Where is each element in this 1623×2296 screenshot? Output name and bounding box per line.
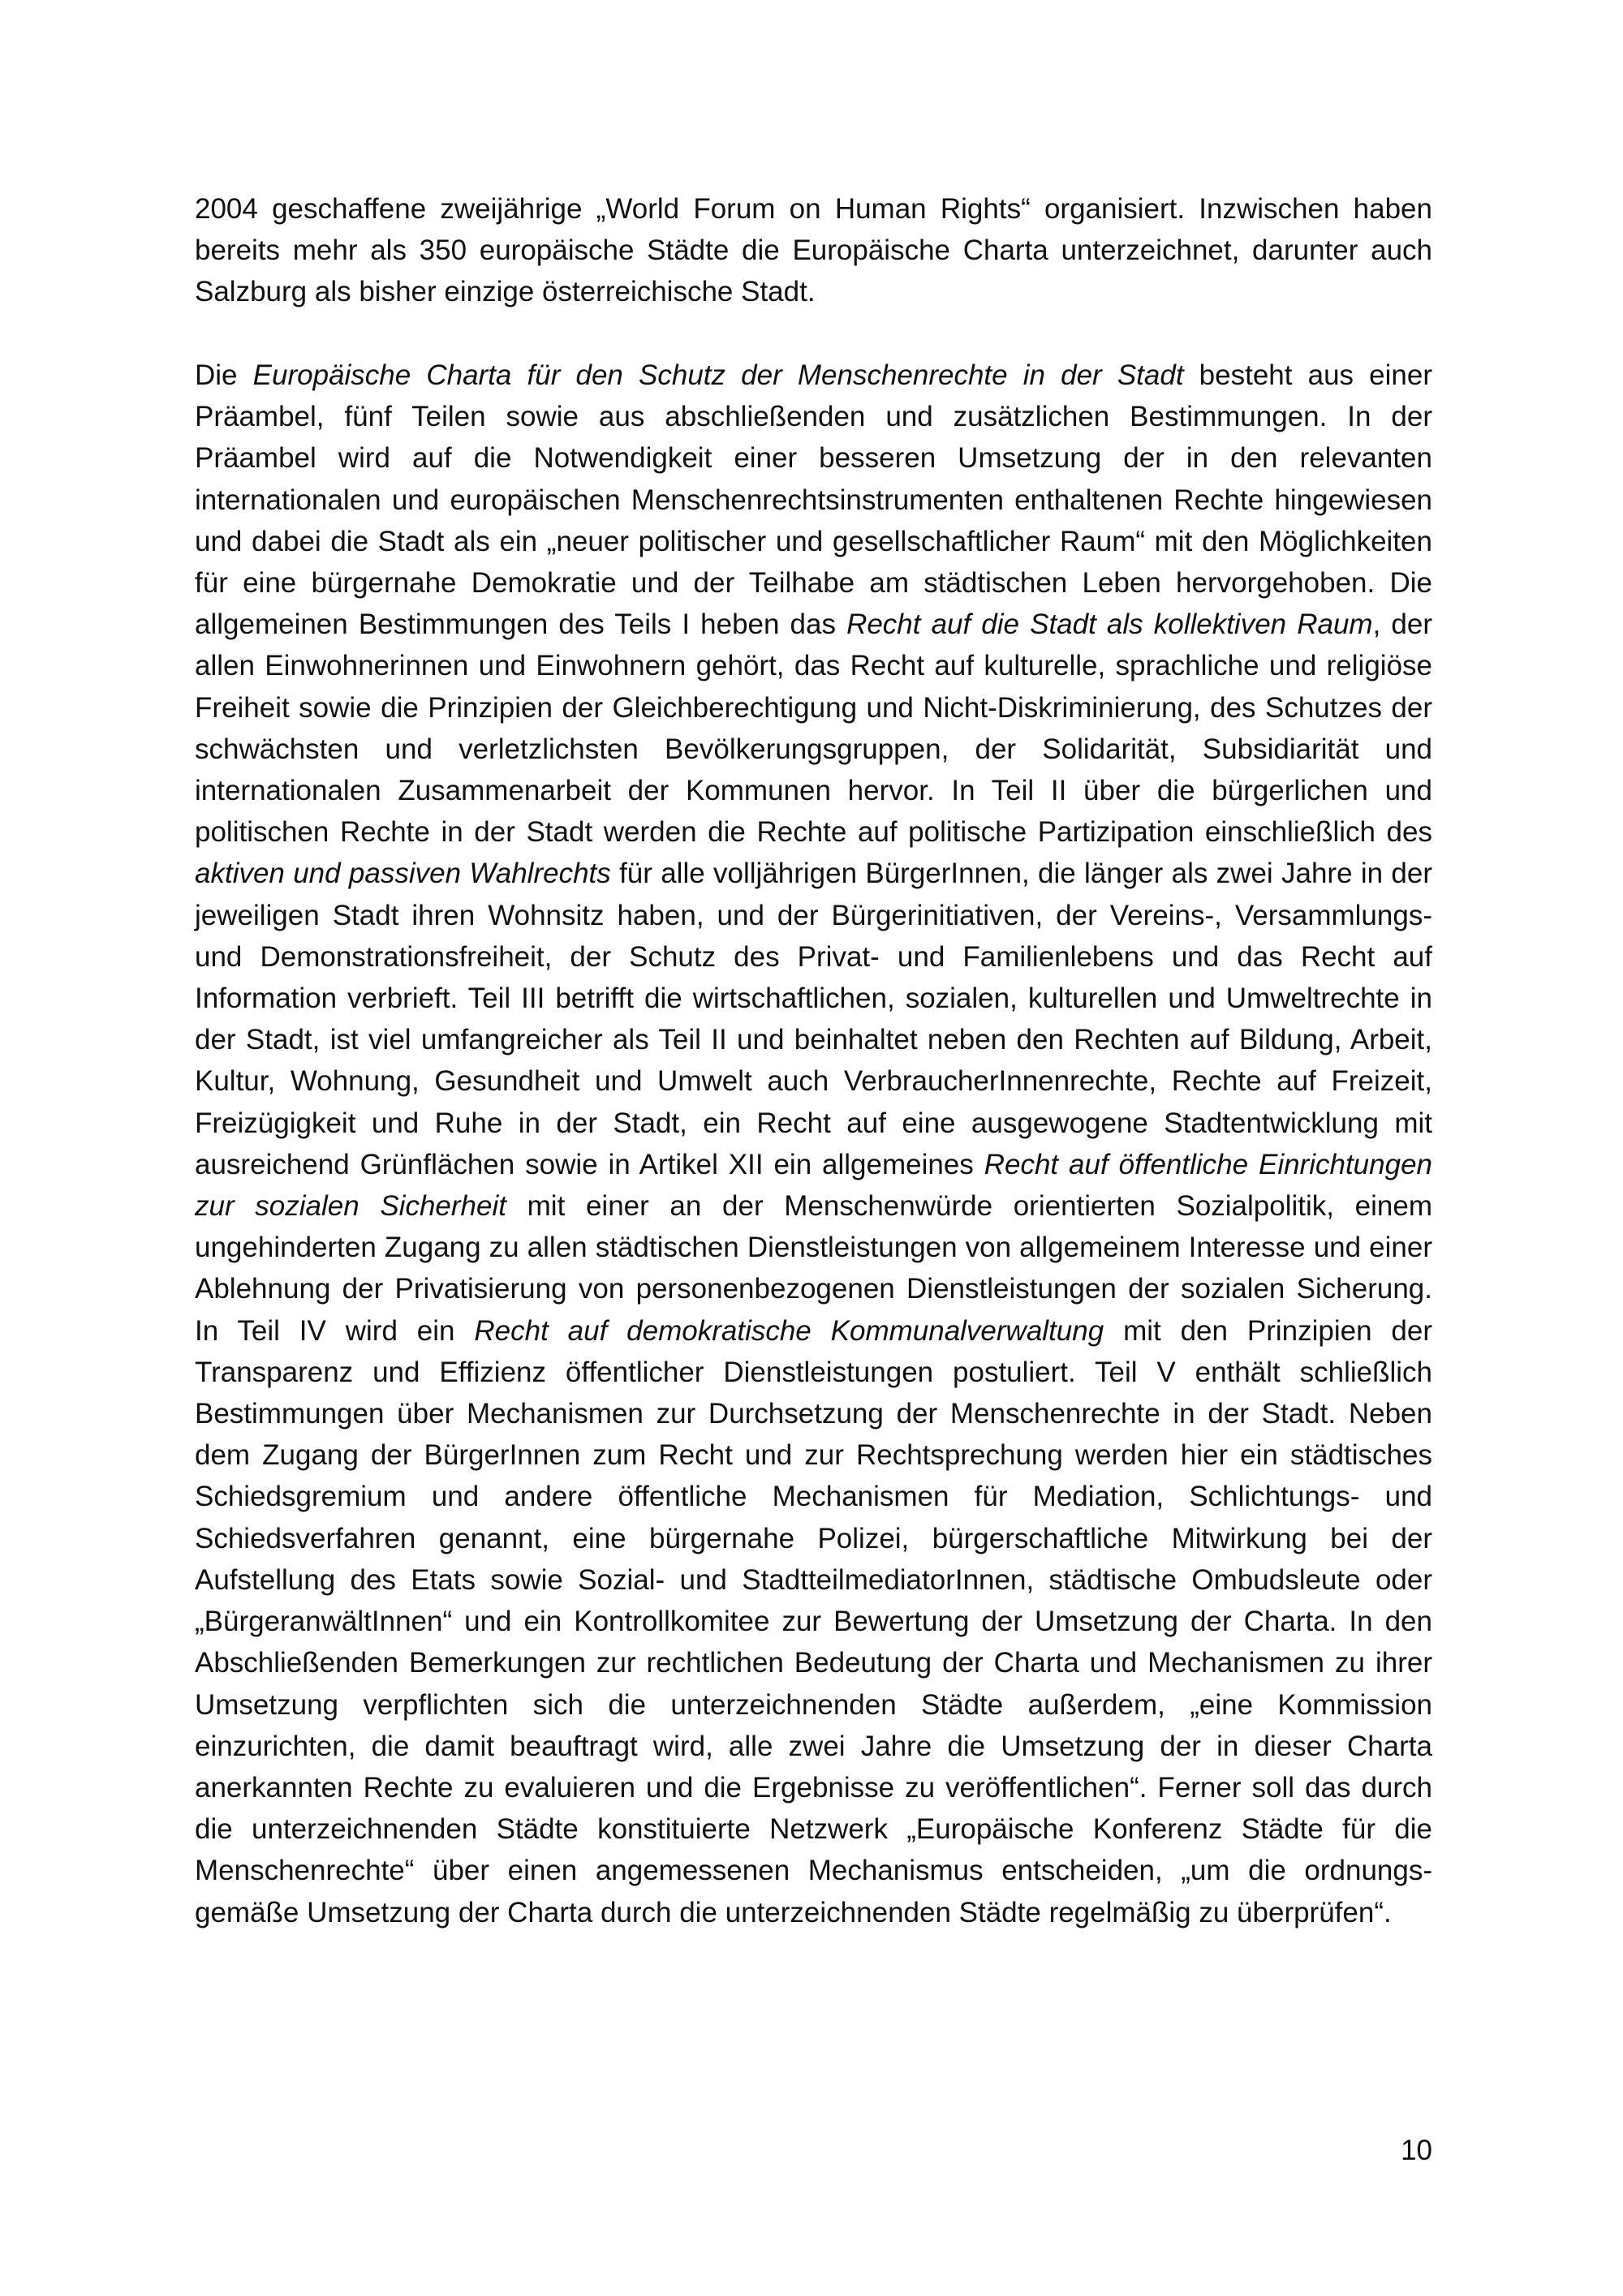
paragraph-intro: 2004 geschaffene zweijährige „World Forum on Human Rights“ organisiert. Inzwischen haben bereits mehr als 350 europäische Städte die Europäische Charta unterzeichnet, darunter auch Salzburg als bisher einzige österreichische Stadt. — [195, 193, 1432, 308]
italic-charta-title: Europäische Charta für den Schutz der Menschenrechte in der Stadt — [252, 359, 1184, 391]
italic-public-facilities-right: Recht auf öffentliche Einrichtungen zur sozialen Sicherheit — [195, 1148, 1433, 1223]
page-number: 10 — [1401, 2135, 1432, 2166]
paragraph-charta-structure — [195, 355, 1432, 1933]
italic-democratic-administration-right: Recht auf demokratische Kommunalverwaltung — [474, 1314, 1104, 1347]
paragraph-text-segment: mit einer an der Menschenwürde orientierten Sozialpolitik, einem ungehinderten Zugang zu allen städtischen Dienstleistungen von allgemeinem Interesse und einer Ablehnung der Privatisierung von personenbezogenen Dienstleistungen der sozialen Sicherung. In Teil IV wird ein — [195, 1190, 1432, 1347]
paragraph-text-segment: , der allen Einwohnerinnen und Einwohnern gehört, das Recht auf kulturelle, sprachliche und religiöse Freiheit sowie die Prinzipien der Gleichberechtigung und Nicht-Diskriminierung, des Schutzes der schwächsten und verletzlichsten Bevölkerungsgruppen, der Solidarität, Subsidiarität und internationalen Zusammenarbeit der Kommunen hervor. In Teil II über die bürgerlichen und politischen Rechte in der Stadt werden die Rechte auf politische Partizipation einschließlich des — [195, 608, 1432, 849]
paragraph-text-segment: mit den Prinzipien der Transparenz und Effizienz öffentlicher Dienstleistungen postuliert. Teil V enthält schließlich Bestimmungen über Mechanismen zur Durchsetzung der Menschenrechte in der Stadt. Neben dem Zugang der BürgerInnen zum Recht und zur Rechtsprechung werden hier ein städtisches Schiedsgremium und andere öffentliche Mechanismen für Mediation, Schlichtungs- und Schiedsverfahren genannt, eine bürgernahe Polizei, bürgerschaftliche Mitwirkung bei der Aufstellung des Etats sowie Sozial- und StadtteilmediatorInnen, städtische Ombudsleute oder „BürgeranwältInnen“ und ein Kontrollkomitee zur Bewertung der Umsetzung der Charta. In den Abschließenden Bemerkungen zur rechtlichen Bedeutung der Charta und Mechanismen zu ihrer Umsetzung verpflichten sich die unterzeichnenden Städte außerdem, „eine Kommission einzurichten, die damit beauftragt wird, alle zwei Jahre die Umsetzung der in dieser Charta anerkannten Rechte zu evaluieren und die Ergebnisse zu veröffentlichen“. Ferner soll das durch die unterzeichnenden Städte konstituierte Netzwerk „Europäische Konferenz Städte für die Menschenrechte“ über einen angemessenen Mechanismus entscheiden, „um die ordnungsgemäße Umsetzung der Charta durch die unterzeichnenden Städte regelmäßig zu überprüfen“. — [195, 1314, 1432, 1928]
italic-right-to-city: Recht auf die Stadt als kollektiven Raum — [846, 608, 1373, 641]
italic-voting-rights: aktiven und passiven Wahlrechts — [195, 858, 611, 890]
paragraph-text-segment: Die — [195, 359, 253, 391]
paragraph-text-segment: für alle volljährigen BürgerInnen, die länger als zwei Jahre in der jeweiligen Stadt ihren Wohnsitz haben, und der Bürgerinitiativen, der Vereins-, Versammlungs- und Demonstrationsfreiheit, der Schutz des Privat- und Familienlebens und das Recht auf Information verbrieft. Teil III betrifft die wirtschaftlichen, sozialen, kulturellen und Umweltrechte in der Stadt, ist viel umfangreicher als Teil II und beinhaltet neben den Rechten auf Bildung, Arbeit, Kultur, Wohnung, Gesundheit und Umwelt auch VerbraucherInnenrechte, Rechte auf Freizeit, Freizügigkeit und Ruhe in der Stadt, ein Recht auf eine ausgewogene Stadtentwicklung mit ausreichend Grünflächen sowie in Artikel XII ein allgemeines — [195, 858, 1432, 1180]
paragraph-text-segment: besteht aus einer Präambel, fünf Teilen sowie aus abschließenden und zusätzlichen Bestimmungen. In der Präambel wird auf die Notwendigkeit einer besseren Umsetzung der in den relevanten internationalen und europäischen Menschenrechtsinstrumenten enthaltenen Rechte hingewiesen und dabei die Stadt als ein „neuer politischer und gesellschaftlicher Raum“ mit den Möglichkeiten für eine bürgernahe Demokratie und der Teilhabe am städtischen Leben hervorgehoben. Die allgemeinen Bestimmungen des Teils I heben das — [195, 359, 1432, 641]
